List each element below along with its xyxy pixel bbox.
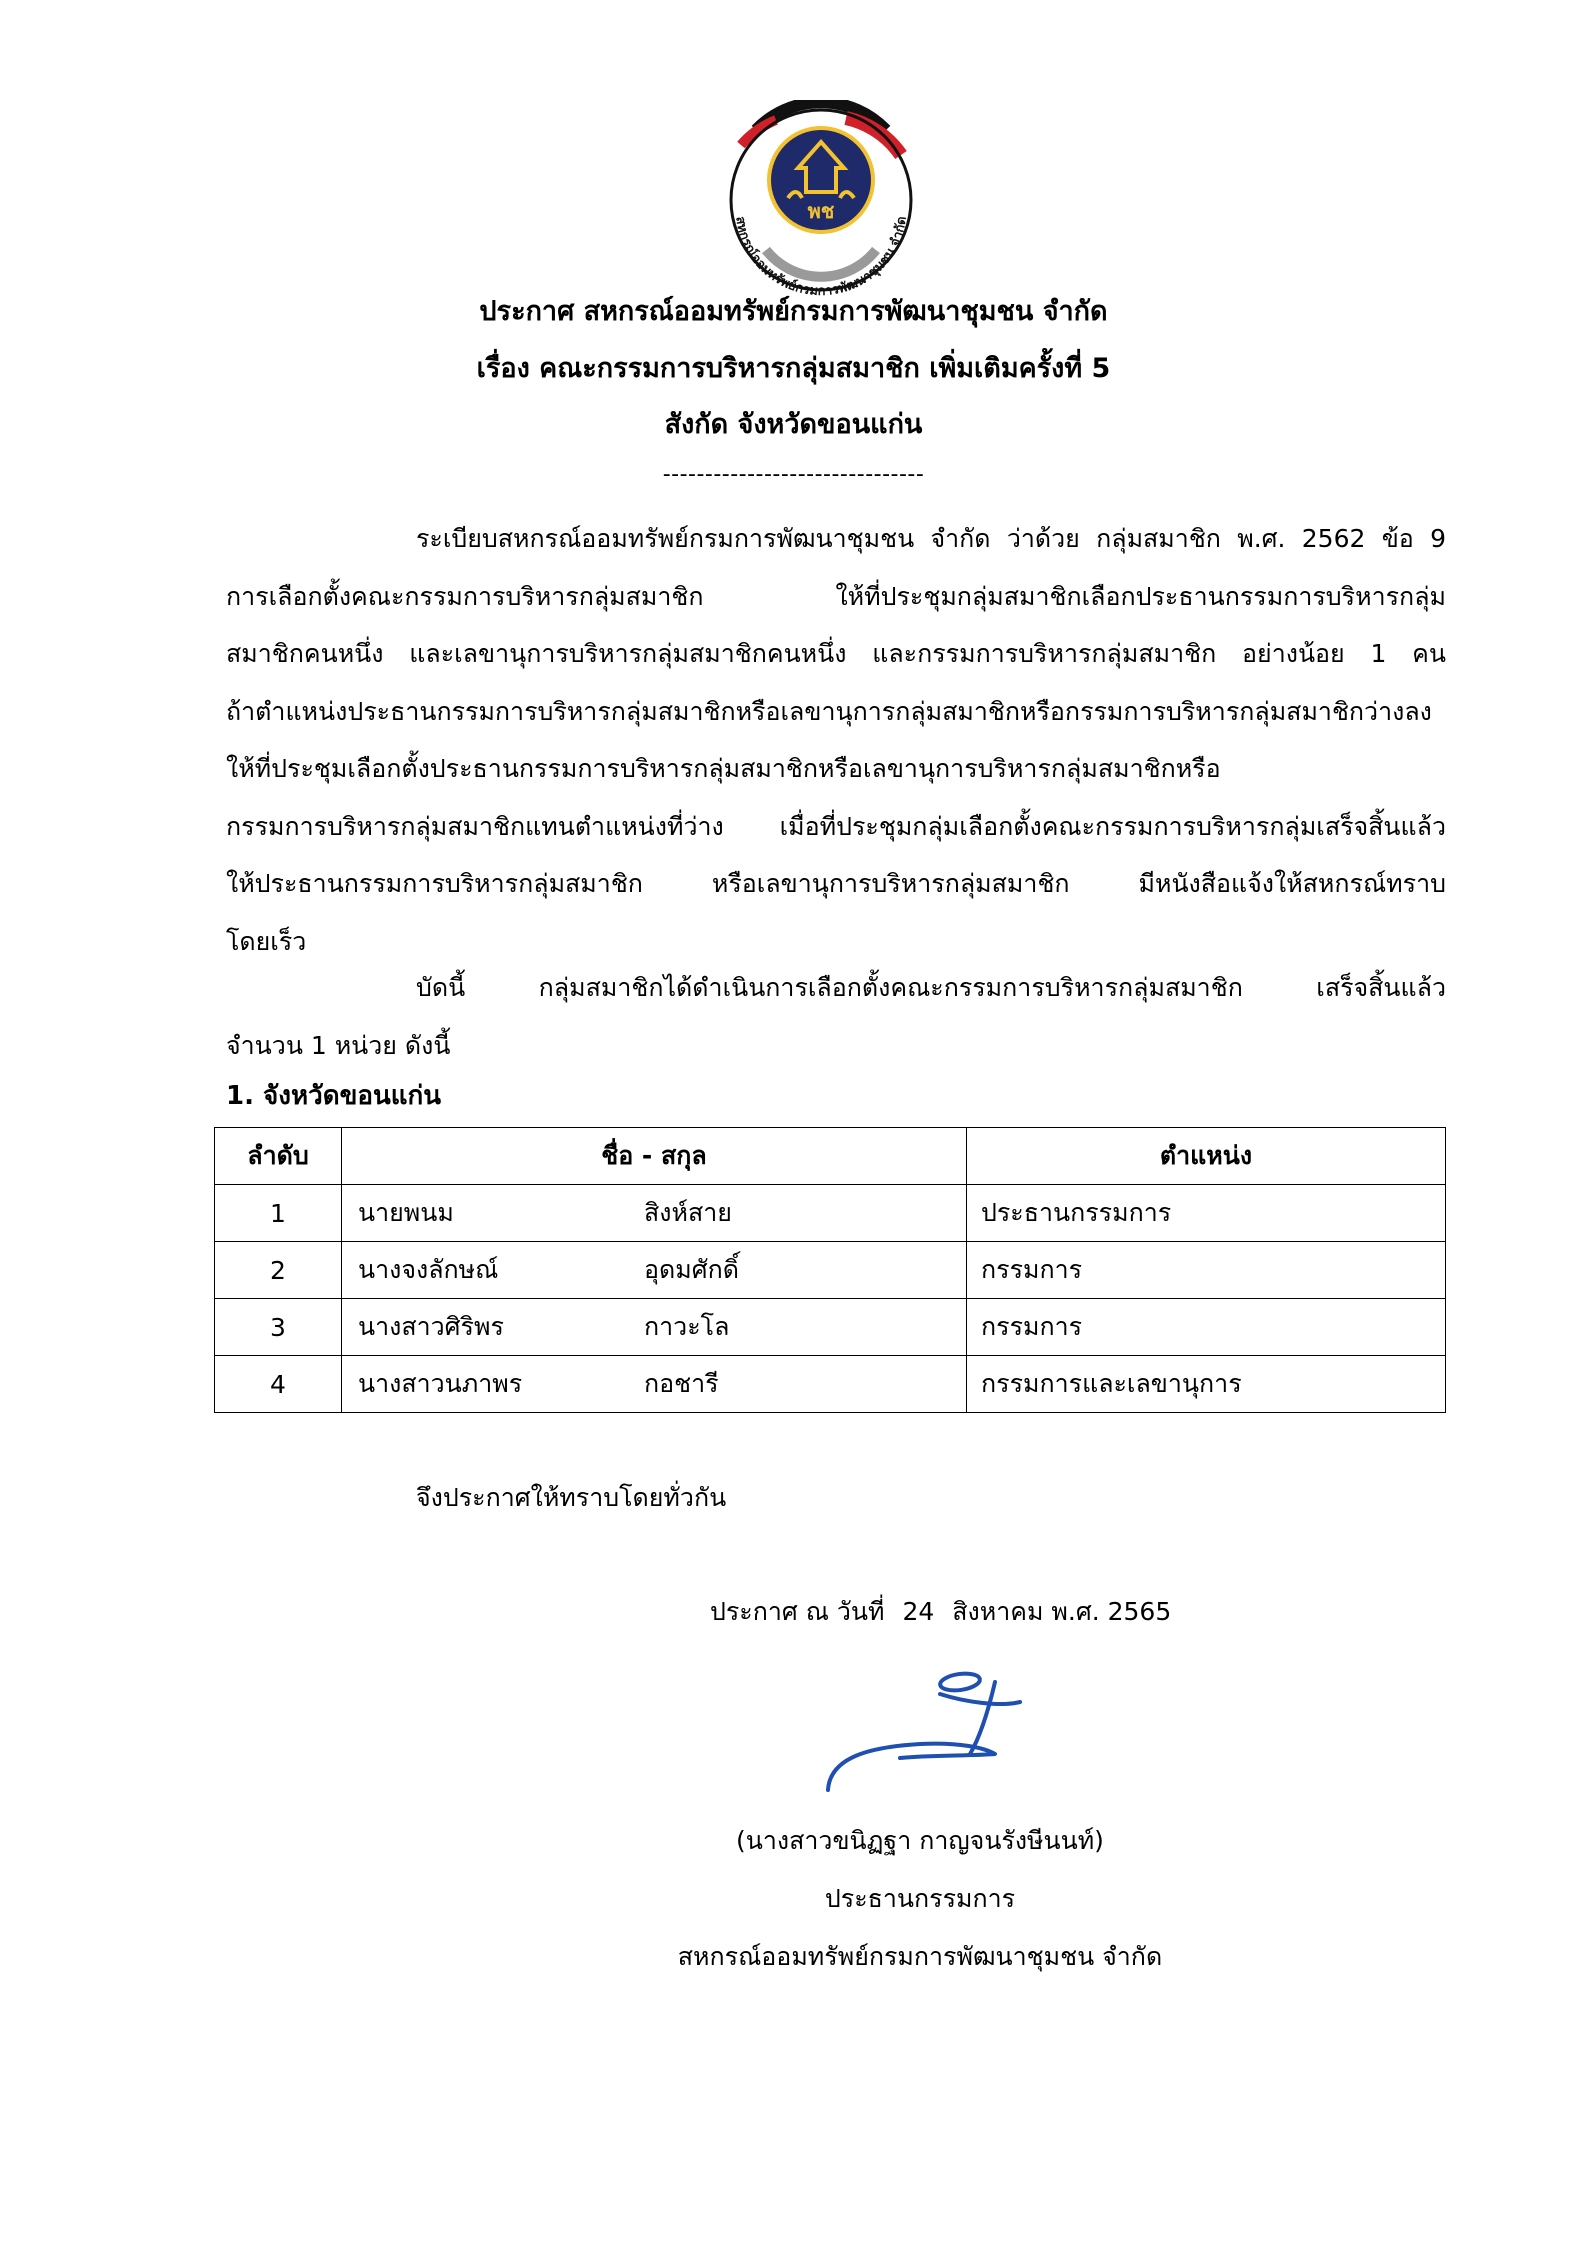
- row-number: 4: [215, 1356, 342, 1413]
- row-number: 3: [215, 1299, 342, 1356]
- date-day: 24: [902, 1597, 935, 1626]
- paragraph-line: บัดนี้ กลุ่มสมาชิกได้ดำเนินการเลือกตั้งคณะกรรมการบริหารกลุ่มสมาชิก เสร็จสิ้นแล้ว: [416, 973, 1446, 1002]
- paragraph-line: ให้ที่ประชุมเลือกตั้งประธานกรรมการบริหารกลุ่มสมาชิกหรือเลขานุการบริหารกลุ่มสมาชิกหรือ: [226, 754, 1221, 783]
- row-position: กรรมการ: [967, 1299, 1446, 1356]
- signatory-organization: สหกรณ์ออมทรัพย์กรมการพัฒนาชุมชน จำกัด: [677, 1942, 1163, 1971]
- table-row: [215, 1299, 1446, 1356]
- first-name: นางสาวศิริพร: [358, 1312, 504, 1341]
- signatory-block: [640, 1812, 1200, 1986]
- members-table: [214, 1127, 1446, 1413]
- signatory-title: ประธานกรรมการ: [824, 1884, 1016, 1913]
- row-position: กรรมการ: [967, 1242, 1446, 1299]
- table-row: [215, 1185, 1446, 1242]
- first-name: นายพนม: [358, 1198, 454, 1227]
- section-title: 1. จังหวัดขอนแก่น: [226, 1081, 442, 1111]
- announcement-subject: เรื่อง คณะกรรมการบริหารกลุ่มสมาชิก เพิ่มเติมครั้งที่ 5: [476, 353, 1111, 384]
- first-name: นางสาวนภาพร: [358, 1369, 523, 1398]
- date-prefix: ประกาศ ณ วันที่: [710, 1597, 885, 1626]
- last-name: กาวะโล: [644, 1312, 730, 1341]
- handwritten-signature-icon: [810, 1662, 1080, 1792]
- paragraph-line: การเลือกตั้งคณะกรรมการบริหารกลุ่มสมาชิก ให้ที่ประชุมกลุ่มสมาชิกเลือกประธานกรรมการบริหารกลุ่ม: [226, 581, 1446, 611]
- cooperative-seal-logo-icon: [696, 100, 946, 300]
- body-paragraph-1: [226, 510, 1446, 970]
- row-name: [342, 1356, 967, 1413]
- row-position: กรรมการและเลขานุการ: [967, 1356, 1446, 1413]
- announcement-date: [710, 1592, 1171, 1632]
- table-row: [215, 1242, 1446, 1299]
- paragraph-line: กรรมการบริหารกลุ่มสมาชิกแทนตำแหน่งที่ว่าง เมื่อที่ประชุมกลุ่มเลือกตั้งคณะกรรมการบริหารกลุ่มเสร็จสิ้นแล้ว: [226, 811, 1446, 841]
- logo-ring-textpath: สหกรณ์ออมทรัพย์กรมการพัฒนาชุมชน จำกัด: [732, 215, 910, 300]
- last-name: กอชารี: [644, 1369, 719, 1398]
- table-header-row: [215, 1128, 1446, 1185]
- header-position: ตำแหน่ง: [967, 1128, 1446, 1185]
- date-month-year: สิงหาคม พ.ศ. 2565: [952, 1597, 1172, 1626]
- announcement-affiliation: สังกัด จังหวัดขอนแก่น: [664, 409, 923, 440]
- header-name: ชื่อ - สกุล: [342, 1128, 967, 1185]
- paragraph-line: ถ้าตำแหน่งประธานกรรมการบริหารกลุ่มสมาชิกหรือเลขานุการกลุ่มสมาชิกหรือกรรมการบริหารกลุ่มสมาชิกว่างลง: [226, 696, 1432, 726]
- row-position: ประธานกรรมการ: [967, 1185, 1446, 1242]
- heading-divider: -------------------------------: [662, 462, 925, 487]
- emblem-text: พช: [807, 199, 835, 223]
- row-number: 1: [215, 1185, 342, 1242]
- last-name: อุดมศักดิ์: [644, 1255, 739, 1284]
- row-number: 2: [215, 1242, 342, 1299]
- body-paragraph-2: [226, 959, 1446, 1074]
- header-no: ลำดับ: [215, 1128, 342, 1185]
- paragraph-line: ระเบียบสหกรณ์ออมทรัพย์กรมการพัฒนาชุมชน จำกัด ว่าด้วย กลุ่มสมาชิก พ.ศ. 2562 ข้อ 9: [416, 524, 1446, 553]
- table-row: [215, 1356, 1446, 1413]
- paragraph-line: จำนวน 1 หน่วย ดังนี้: [226, 1030, 451, 1060]
- paragraph-line: ให้ประธานกรรมการบริหารกลุ่มสมาชิก หรือเลขานุการบริหารกลุ่มสมาชิก มีหนังสือแจ้งให้สหกรณ์ทราบ: [226, 869, 1446, 898]
- paragraph-line: สมาชิกคนหนึ่ง และเลขานุการบริหารกลุ่มสมาชิกคนหนึ่ง และกรรมการบริหารกลุ่มสมาชิก อย่างน้อย 1 คน: [226, 639, 1446, 668]
- announcement-title: ประกาศ สหกรณ์ออมทรัพย์กรมการพัฒนาชุมชน จำกัด: [479, 296, 1108, 327]
- row-name: [342, 1185, 967, 1242]
- first-name: นางจงลักษณ์: [358, 1255, 499, 1284]
- closing-statement: จึงประกาศให้ทราบโดยทั่วกัน: [416, 1483, 727, 1512]
- row-name: [342, 1242, 967, 1299]
- paragraph-line: โดยเร็ว: [226, 926, 307, 956]
- last-name: สิงห์สาย: [644, 1198, 732, 1227]
- signatory-name: (นางสาวขนิฏฐา กาญจนรังษีนนท์): [736, 1826, 1104, 1855]
- row-name: [342, 1299, 967, 1356]
